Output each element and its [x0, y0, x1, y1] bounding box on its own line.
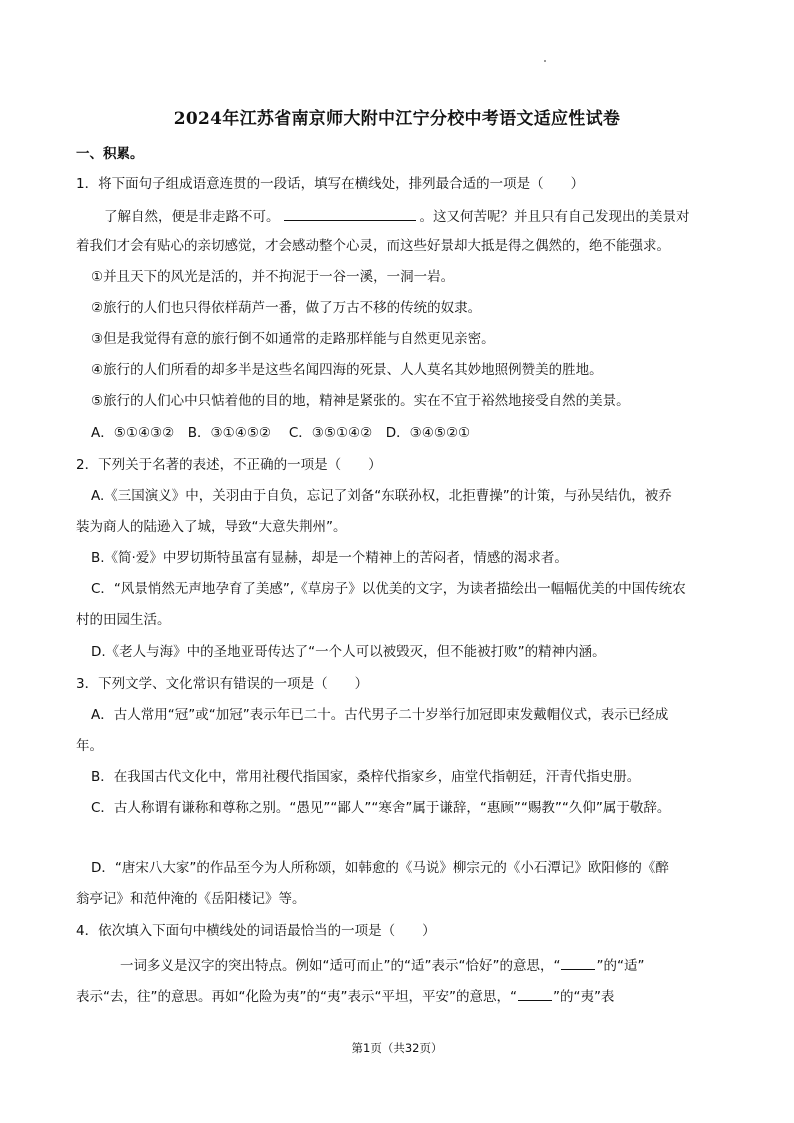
q4-line1-text-b: ”的“适”	[596, 958, 645, 974]
q4-stem: 4．依次填入下面句中横线处的词语最恰当的一项是（ ）	[76, 923, 436, 939]
q1-passage-line2: 着我们才会有贴心的亲切感觉，才会感动整个心灵，而这些好景却大抵是得之偶然的，绝不能强求。	[76, 238, 670, 254]
q1-passage-b: 。这又何苦呢？并且只有自己发现出的美景对	[419, 209, 690, 225]
q3-option-c: C．古人称谓有谦称和尊称之别。“愚见”“鄙人”“寒舍”属于谦辞，“惠顾”“赐教”“久仰”属于敬辞。	[91, 800, 671, 816]
q2-option-a-line2: 装为商人的陆逊入了城，导致“大意失荆州”。	[76, 519, 347, 535]
q3-option-b: B．在我国古代文化中，常用社稷代指国家，桑梓代指家乡，庙堂代指朝廷，汗青代指史册。	[91, 769, 641, 785]
q1-item-3: ③但是我觉得有意的旅行倒不如通常的走路那样能与自然更见亲密。	[91, 331, 495, 347]
q3-option-a-line1: A．古人常用“冠”或“加冠”表示年已二十。古代男子二十岁举行加冠即束发戴帽仪式，表示已经成	[91, 707, 669, 723]
q4-line2-text-a: 表示“去，往”的意思。再如“化险为夷”的“夷”表示“平坦，平安”的意思，“	[76, 989, 517, 1005]
q1-options: A．⑤①④③② B．③①④⑤② C．③⑤①④② D．③④⑤②①	[91, 425, 471, 441]
q2-option-c-line1: C．“风景悄然无声地孕育了美感”,《草房子》以优美的文字，为读者描绘出一幅幅优美的中国传统农	[91, 581, 686, 597]
q2-option-c-line2: 村的田园生活。	[76, 612, 171, 628]
q2-option-a-line1: A.《三国演义》中，关羽由于自负，忘记了刘备“东联孙权，北拒曹操”的计策，与孙吴结仇，被乔	[91, 488, 672, 504]
q4-line2-text-b: ”的“夷”表	[552, 989, 615, 1005]
page-title: 2024年江苏省南京师大附中江宁分校中考语文适应性试卷	[173, 109, 621, 129]
q4-passage-line1	[120, 955, 644, 975]
q1-passage-a: 了解自然，便是非走路不可。	[104, 209, 280, 225]
page-footer: 第1页（共32页）	[351, 1041, 443, 1055]
q1-passage-line1	[104, 206, 690, 226]
q3-option-d-line2: 翁亭记》和范仲淹的《岳阳楼记》等。	[76, 891, 306, 907]
q1-item-4: ④旅行的人们所看的却多半是这些名闻四海的死景、人人莫名其妙地照例赞美的胜地。	[91, 362, 603, 378]
q2-option-b: B.《简·爱》中罗切斯特虽富有显赫，却是一个精神上的苦闷者，情感的渴求者。	[91, 550, 568, 566]
q2-option-d: D.《老人与海》中的圣地亚哥传达了“一个人可以被毁灭，但不能被打败”的精神内涵。	[91, 644, 606, 660]
section-heading: 一、积累。	[76, 146, 144, 162]
q1-item-2: ②旅行的人们也只得依样葫芦一番，做了万古不移的传统的奴隶。	[91, 300, 482, 316]
q4-blank-1	[561, 955, 595, 970]
scan-dot	[544, 60, 546, 62]
q1-answer-blank	[284, 206, 416, 221]
q4-line1-text-a: 一词多义是汉字的突出特点。例如“适可而止”的“适”表示“恰好”的意思，“	[120, 958, 561, 974]
q3-stem: 3．下列文学、文化常识有错误的一项是（ ）	[76, 676, 369, 692]
q1-item-5: ⑤旅行的人们心中只惦着他的目的地，精神是紧张的。实在不宜于裕然地接受自然的美景。	[91, 393, 630, 409]
q4-passage-line2	[76, 986, 614, 1006]
q3-option-a-line2: 年。	[76, 738, 103, 754]
q1-stem: 1．将下面句子组成语意连贯的一段话，填写在横线处，排列最合适的一项是（ ）	[76, 176, 585, 192]
q3-option-d-line1: D．“唐宋八大家”的作品至今为人所称颂，如韩愈的《马说》柳宗元的《小石潭记》欧阳修的《醉	[91, 860, 669, 876]
q2-stem: 2．下列关于名著的表述，不正确的一项是（ ）	[76, 457, 382, 473]
q4-blank-2	[518, 986, 552, 1001]
q1-item-1: ①并且天下的风光是活的，并不拘泥于一谷一溪，一洞一岩。	[91, 269, 455, 285]
